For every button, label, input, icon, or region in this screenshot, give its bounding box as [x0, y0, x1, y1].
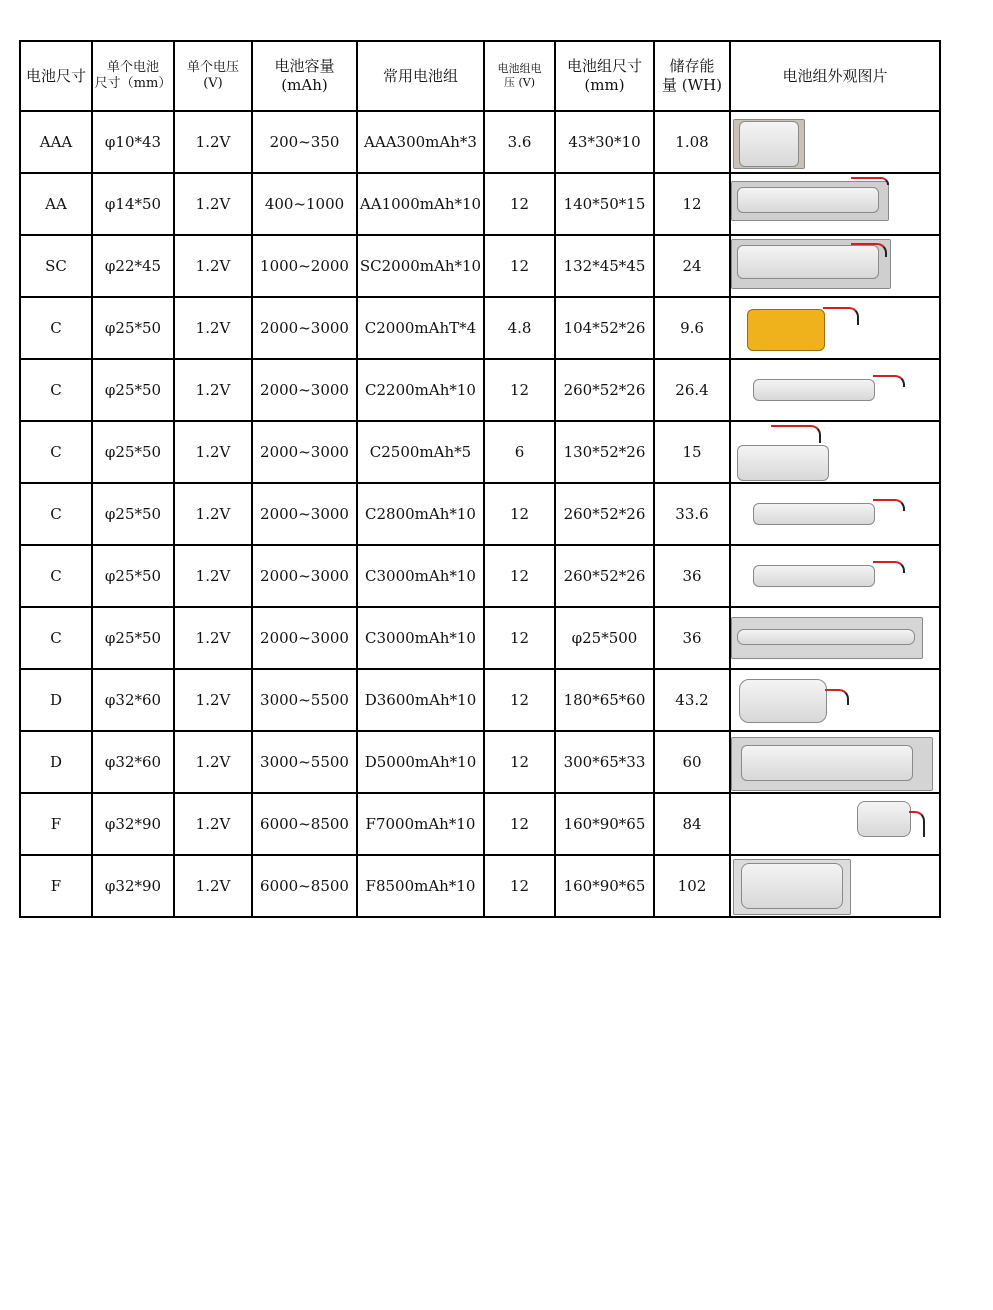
cell-pack-voltage: 12 — [484, 173, 555, 235]
cell-cell-dim: φ32*90 — [92, 855, 174, 917]
cell-voltage: 1.2V — [174, 235, 252, 297]
aaa-pack-icon — [731, 113, 939, 171]
cell-pack: C2200mAh*10 — [357, 359, 484, 421]
cell-photo — [730, 235, 940, 297]
table-row — [20, 421, 940, 483]
tube-pack-icon — [731, 609, 939, 667]
cell-cell-dim: φ25*50 — [92, 297, 174, 359]
header-pack-voltage: 电池组电 压 (V) — [484, 41, 555, 111]
cell-photo — [730, 483, 940, 545]
small-block-pack-icon — [731, 795, 939, 853]
cell-photo — [730, 669, 940, 731]
stick-pack-icon — [731, 547, 939, 605]
header-common-pack: 常用电池组 — [357, 41, 484, 111]
cell-cell-dim: φ25*50 — [92, 421, 174, 483]
big-block-pack-icon — [731, 857, 939, 915]
cell-cell-dim: φ32*60 — [92, 669, 174, 731]
cell-voltage: 1.2V — [174, 359, 252, 421]
cell-pack-voltage: 12 — [484, 607, 555, 669]
cell-pack-dim: 180*65*60 — [555, 669, 654, 731]
cell-capacity: 200~350 — [252, 111, 357, 173]
cell-cell-dim: φ25*50 — [92, 483, 174, 545]
cell-pack: D3600mAh*10 — [357, 669, 484, 731]
stick-pack-icon — [731, 485, 939, 543]
cell-size: F — [20, 855, 92, 917]
cell-pack-dim: 130*52*26 — [555, 421, 654, 483]
cell-pack: AA1000mAh*10 — [357, 173, 484, 235]
table-row — [20, 793, 940, 855]
cell-cell-dim: φ25*50 — [92, 359, 174, 421]
cell-pack-dim: 43*30*10 — [555, 111, 654, 173]
cell-photo — [730, 173, 940, 235]
table-row — [20, 669, 940, 731]
table-row — [20, 297, 940, 359]
cell-size: C — [20, 297, 92, 359]
cell-size: AAA — [20, 111, 92, 173]
cell-size: C — [20, 607, 92, 669]
cell-pack-dim: φ25*500 — [555, 607, 654, 669]
sc-pack-icon — [731, 237, 939, 295]
cell-photo — [730, 855, 940, 917]
cell-pack-voltage: 12 — [484, 359, 555, 421]
cell-voltage: 1.2V — [174, 297, 252, 359]
cell-photo — [730, 607, 940, 669]
cell-pack-voltage: 6 — [484, 421, 555, 483]
cell-photo — [730, 731, 940, 793]
cell-energy: 60 — [654, 731, 730, 793]
cell-pack-voltage: 12 — [484, 235, 555, 297]
cell-cell-dim: φ25*50 — [92, 545, 174, 607]
header-cell-voltage: 单个电压 (V) — [174, 41, 252, 111]
cell-photo — [730, 421, 940, 483]
cell-size: C — [20, 545, 92, 607]
cell-capacity: 3000~5500 — [252, 669, 357, 731]
cell-energy: 33.6 — [654, 483, 730, 545]
battery-spec-table — [19, 40, 941, 918]
cell-voltage: 1.2V — [174, 111, 252, 173]
cell-pack: C3000mAh*10 — [357, 607, 484, 669]
cell-size: D — [20, 669, 92, 731]
cell-capacity: 2000~3000 — [252, 483, 357, 545]
cell-energy: 84 — [654, 793, 730, 855]
long-pack-icon — [731, 733, 939, 791]
cell-capacity: 3000~5500 — [252, 731, 357, 793]
table-row — [20, 855, 940, 917]
table-row — [20, 483, 940, 545]
cell-pack: C3000mAh*10 — [357, 545, 484, 607]
block-pack-icon — [731, 671, 939, 729]
cell-pack-voltage: 12 — [484, 483, 555, 545]
aa-pack-icon — [731, 175, 939, 233]
table-row — [20, 111, 940, 173]
cell-pack-dim: 160*90*65 — [555, 793, 654, 855]
cell-capacity: 6000~8500 — [252, 793, 357, 855]
cell-pack-dim: 300*65*33 — [555, 731, 654, 793]
cell-voltage: 1.2V — [174, 421, 252, 483]
table-row — [20, 235, 940, 297]
cell-size: SC — [20, 235, 92, 297]
cell-photo — [730, 545, 940, 607]
cell-pack-voltage: 12 — [484, 855, 555, 917]
cell-size: F — [20, 793, 92, 855]
table-row — [20, 731, 940, 793]
cell-voltage: 1.2V — [174, 607, 252, 669]
cell-photo — [730, 793, 940, 855]
cell-size: C — [20, 421, 92, 483]
header-size: 电池尺寸 — [20, 41, 92, 111]
cell-size: AA — [20, 173, 92, 235]
cell-pack-dim: 260*52*26 — [555, 483, 654, 545]
cell-energy: 36 — [654, 607, 730, 669]
cell-pack-dim: 104*52*26 — [555, 297, 654, 359]
cell-energy: 15 — [654, 421, 730, 483]
header-pack-dim: 电池组尺寸 (mm) — [555, 41, 654, 111]
cell-pack: F7000mAh*10 — [357, 793, 484, 855]
table-row — [20, 545, 940, 607]
cell-pack-voltage: 4.8 — [484, 297, 555, 359]
header-cell-dim: 单个电池 尺寸（mm） — [92, 41, 174, 111]
cell-voltage: 1.2V — [174, 545, 252, 607]
cell-pack-voltage: 12 — [484, 545, 555, 607]
cell-capacity: 2000~3000 — [252, 359, 357, 421]
cell-pack: SC2000mAh*10 — [357, 235, 484, 297]
cell-photo — [730, 111, 940, 173]
cell-pack-dim: 140*50*15 — [555, 173, 654, 235]
cell-capacity: 2000~3000 — [252, 545, 357, 607]
cell-pack-dim: 160*90*65 — [555, 855, 654, 917]
cell-capacity: 1000~2000 — [252, 235, 357, 297]
header-photo: 电池组外观图片 — [730, 41, 940, 111]
cell-pack-dim: 260*52*26 — [555, 359, 654, 421]
cell-capacity: 2000~3000 — [252, 607, 357, 669]
cell-cell-dim: φ32*60 — [92, 731, 174, 793]
cell-capacity: 400~1000 — [252, 173, 357, 235]
cell-energy: 24 — [654, 235, 730, 297]
header-capacity: 电池容量 (mAh) — [252, 41, 357, 111]
cell-energy: 1.08 — [654, 111, 730, 173]
flat-pack-icon — [731, 423, 939, 481]
cell-photo — [730, 297, 940, 359]
cell-pack-dim: 132*45*45 — [555, 235, 654, 297]
cell-pack: AAA300mAh*3 — [357, 111, 484, 173]
cell-pack-voltage: 12 — [484, 793, 555, 855]
cell-voltage: 1.2V — [174, 669, 252, 731]
table-row — [20, 173, 940, 235]
cell-energy: 9.6 — [654, 297, 730, 359]
header-energy: 储存能 量 (WH) — [654, 41, 730, 111]
cell-size: C — [20, 359, 92, 421]
cell-pack: C2500mAh*5 — [357, 421, 484, 483]
cell-pack-voltage: 12 — [484, 731, 555, 793]
cell-pack-dim: 260*52*26 — [555, 545, 654, 607]
header-row — [20, 41, 940, 111]
cell-voltage: 1.2V — [174, 793, 252, 855]
cell-energy: 12 — [654, 173, 730, 235]
cell-pack: C2000mAhT*4 — [357, 297, 484, 359]
table-row — [20, 359, 940, 421]
cell-pack: C2800mAh*10 — [357, 483, 484, 545]
cell-energy: 102 — [654, 855, 730, 917]
cell-capacity: 2000~3000 — [252, 297, 357, 359]
table-row — [20, 607, 940, 669]
cell-capacity: 6000~8500 — [252, 855, 357, 917]
cell-pack-voltage: 12 — [484, 669, 555, 731]
cell-voltage: 1.2V — [174, 173, 252, 235]
cell-pack: D5000mAh*10 — [357, 731, 484, 793]
cell-voltage: 1.2V — [174, 731, 252, 793]
cell-cell-dim: φ25*50 — [92, 607, 174, 669]
cell-energy: 26.4 — [654, 359, 730, 421]
cell-pack-voltage: 3.6 — [484, 111, 555, 173]
yellow-pack-icon — [731, 299, 939, 357]
cell-cell-dim: φ22*45 — [92, 235, 174, 297]
cell-voltage: 1.2V — [174, 483, 252, 545]
cell-size: D — [20, 731, 92, 793]
cell-cell-dim: φ14*50 — [92, 173, 174, 235]
cell-photo — [730, 359, 940, 421]
cell-voltage: 1.2V — [174, 855, 252, 917]
cell-energy: 36 — [654, 545, 730, 607]
stick-pack-icon — [731, 361, 939, 419]
cell-energy: 43.2 — [654, 669, 730, 731]
cell-pack: F8500mAh*10 — [357, 855, 484, 917]
cell-cell-dim: φ32*90 — [92, 793, 174, 855]
cell-cell-dim: φ10*43 — [92, 111, 174, 173]
cell-size: C — [20, 483, 92, 545]
cell-capacity: 2000~3000 — [252, 421, 357, 483]
